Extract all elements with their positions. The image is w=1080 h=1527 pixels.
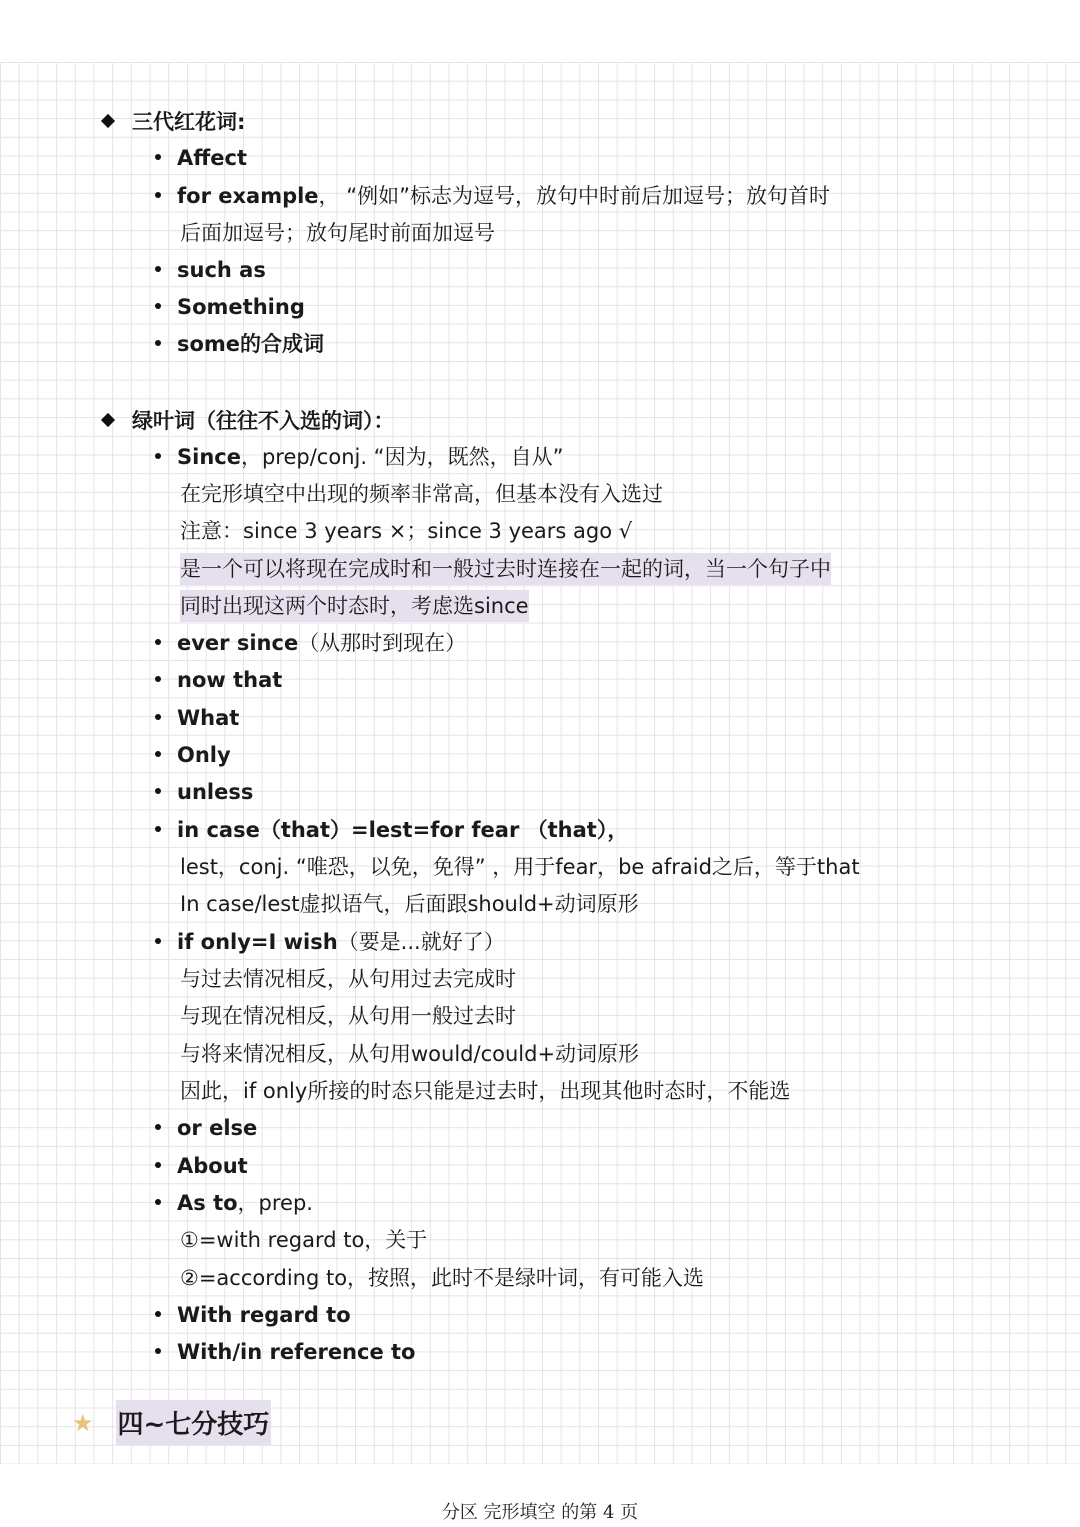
bullet-dot-icon <box>155 676 161 682</box>
highlighted-note: 是一个可以将现在完成时和一般过去时连接在一起的词，当一个句子中 <box>180 554 831 584</box>
list-item: With/in reference to <box>155 1337 415 1367</box>
list-item: Since，prep/conj. “因为，既然，自从” <box>155 442 563 472</box>
section-heading-techniques: ★ 四~七分技巧 <box>72 1400 271 1445</box>
bullet-dot-icon <box>155 266 161 272</box>
bullet-dot-icon <box>155 826 161 832</box>
bullet-dot-icon <box>155 714 161 720</box>
list-item: Only <box>155 740 231 770</box>
list-item: for example， “例如”标志为逗号，放句中时前后加逗号；放句首时 <box>155 181 830 211</box>
section-heading-red-flower-words: 三代红花词: <box>100 106 245 136</box>
list-item: such as <box>155 255 266 285</box>
diamond-bullet-icon <box>101 114 115 128</box>
item-detail-line: 注意：since 3 years ×；since 3 years ago √ <box>180 519 633 543</box>
list-item: Something <box>155 292 305 322</box>
bullet-dot-icon <box>155 1124 161 1130</box>
list-item: ever since（从那时到现在） <box>155 628 466 658</box>
bullet-dot-icon <box>155 1199 161 1205</box>
star-icon: ★ <box>72 1408 94 1437</box>
list-item: or else <box>155 1113 257 1143</box>
item-detail-line: 与过去情况相反，从句用过去完成时 <box>180 967 516 991</box>
bullet-dot-icon <box>155 192 161 198</box>
bullet-dot-icon <box>155 639 161 645</box>
list-item: unless <box>155 777 253 807</box>
bullet-dot-icon <box>155 340 161 346</box>
list-item: What <box>155 703 239 733</box>
bullet-dot-icon <box>155 788 161 794</box>
item-continuation: 后面加逗号；放句尾时前面加逗号 <box>180 221 495 245</box>
item-detail-line: ①=with regard to，关于 <box>180 1228 428 1252</box>
list-item: Affect <box>155 143 247 173</box>
item-detail-line: 与现在情况相反，从句用一般过去时 <box>180 1004 516 1028</box>
diamond-bullet-icon <box>101 413 115 427</box>
bullet-dot-icon <box>155 453 161 459</box>
item-detail-line: 因此，if only所接的时态只能是过去时，出现其他时态时，不能选 <box>180 1079 791 1103</box>
bullet-dot-icon <box>155 1311 161 1317</box>
bullet-dot-icon <box>155 154 161 160</box>
item-detail-line: 在完形填空中出现的频率非常高，但基本没有入选过 <box>180 482 663 506</box>
highlighted-note: 同时出现这两个时态时，考虑选since <box>180 591 529 621</box>
list-item: About <box>155 1151 248 1181</box>
bullet-dot-icon <box>155 751 161 757</box>
bullet-dot-icon <box>155 938 161 944</box>
item-detail-line: lest，conj. “唯恐，以免，免得” ，用于fear，be afraid之后，等于that <box>180 855 860 879</box>
list-item: if only=I wish（要是...就好了） <box>155 927 505 957</box>
list-item: With regard to <box>155 1300 351 1330</box>
list-item: in case（that）=lest=for fear （that）， <box>155 815 628 845</box>
bullet-dot-icon <box>155 1348 161 1354</box>
list-item: As to，prep. <box>155 1188 313 1218</box>
item-detail-line: ②=according to，按照，此时不是绿叶词，有可能入选 <box>180 1266 705 1290</box>
bullet-dot-icon <box>155 1162 161 1168</box>
list-item: some的合成词 <box>155 329 324 359</box>
item-detail-line: 与将来情况相反，从句用would/could+动词原形 <box>180 1042 640 1066</box>
section-heading-green-leaf-words: 绿叶词（往往不入选的词）： <box>100 405 395 435</box>
bullet-dot-icon <box>155 303 161 309</box>
item-detail-line: In case/lest虚拟语气，后面跟should+动词原形 <box>180 892 639 916</box>
list-item: now that <box>155 665 282 695</box>
page-footer: 分区 完形填空 的第 4 页 <box>441 1502 639 1523</box>
